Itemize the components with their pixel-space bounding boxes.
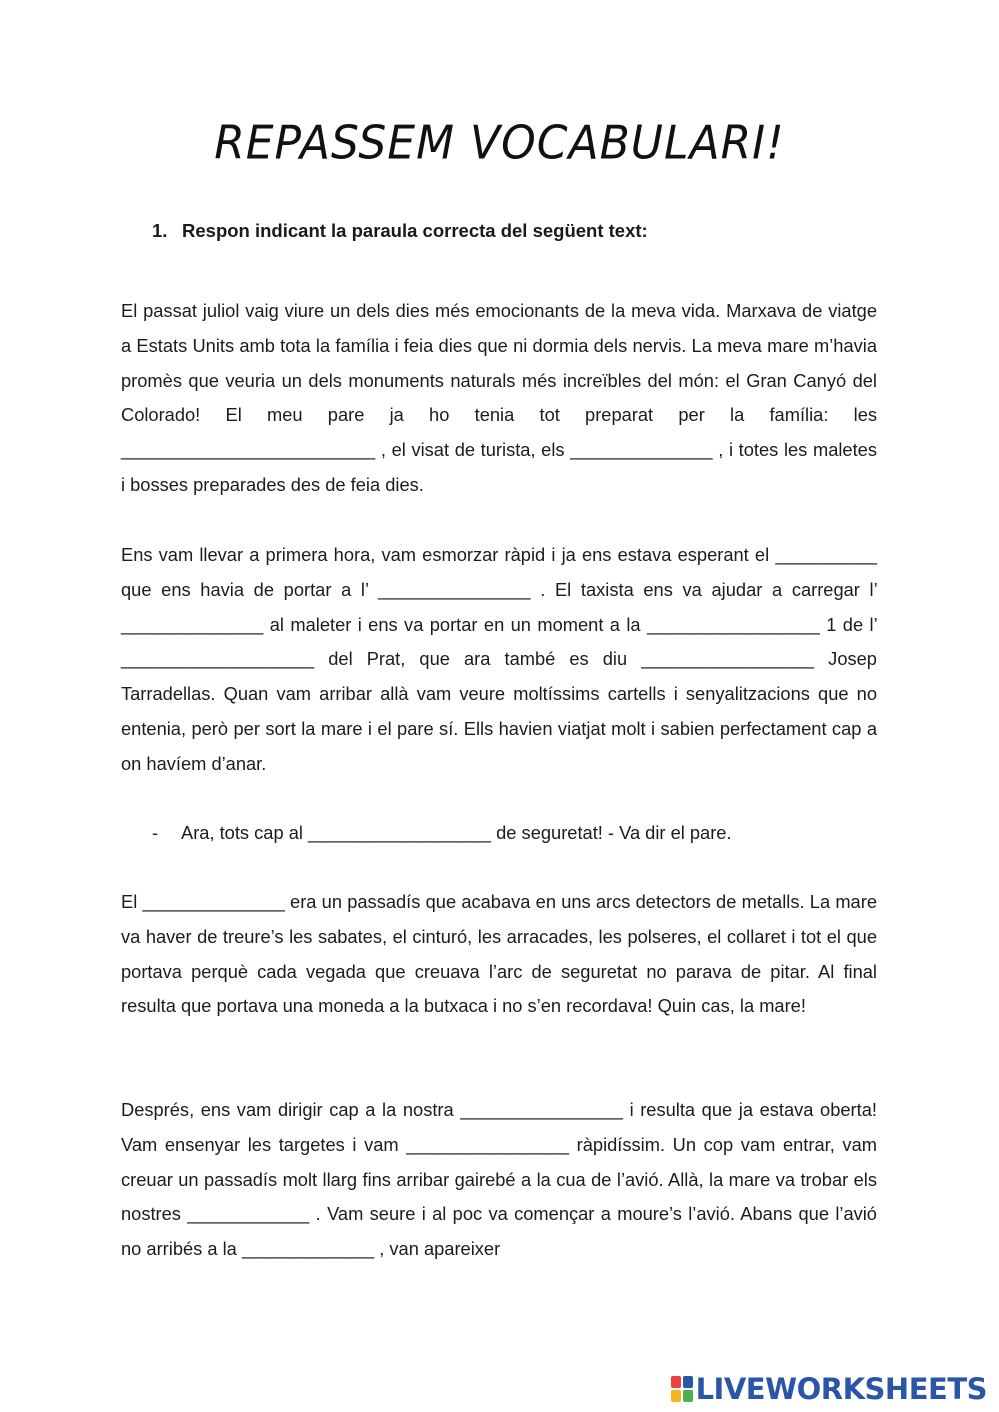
text: Ara, tots cap al: [181, 822, 303, 843]
blank-input[interactable]: ______________: [142, 891, 285, 912]
blank-input[interactable]: _______________: [378, 578, 531, 600]
instruction-number: 1.: [152, 220, 168, 241]
text: , i totes les maletes i bosses preparades des de feia dies.: [121, 439, 877, 495]
instruction-text: Respon indicant la paraula correcta del següent text:: [182, 220, 648, 241]
dialogue-line: [152, 816, 732, 851]
logo-square: [671, 1390, 681, 1402]
instruction: [152, 220, 648, 242]
blank-input[interactable]: ______________: [570, 439, 713, 461]
text: . El taxista ens va ajudar a carregar l’: [540, 578, 877, 600]
text: 1 de l’: [826, 613, 877, 635]
blank-input[interactable]: __________: [775, 544, 877, 565]
paragraph-4: [121, 1093, 877, 1267]
text: ràpidíssim. Un cop vam entrar, vam creuar un passadís molt llarg fins arribar gairebé a la cua de l’avió. Allà, la mare va trobar els nostres: [121, 1133, 877, 1225]
text: El: [121, 891, 138, 912]
dash: -: [152, 822, 159, 843]
blank-input[interactable]: ________________: [406, 1133, 569, 1155]
blank-input[interactable]: ____________: [187, 1203, 310, 1225]
text: al maleter i ens va portar en un moment a la: [269, 613, 641, 635]
text: El passat juliol vaig viure un dels dies més emocionants de la meva vida. Marxava de viatge a Estats Units amb tota la família i feia dies que ni dormia dels nervis. La meva mare m’havia promès que veuria un dels monuments naturals més increïbles del món: el Gran Canyó del Colorado! El meu pare ja ho tenia tot preparat per la família: les: [121, 300, 877, 426]
blank-input[interactable]: __________________: [308, 822, 492, 843]
logo-square: [683, 1376, 693, 1388]
blank-input[interactable]: _________________: [641, 648, 815, 670]
paragraph-2: [121, 538, 877, 782]
text: Després, ens vam dirigir cap a la nostra: [121, 1099, 454, 1120]
text: era un passadís que acabava en uns arcs detectors de metalls. La mare va haver de treure’s les sabates, el cinturó, les arracades, les polseres, el collaret i tot el que portava perquè cada vegada que creuava l’arc de seguretat no parava de pitar. Al final resulta que portava una moneda a la butxaca i no s’en recordava! Quin cas, la mare!: [121, 891, 877, 1017]
text: Ens vam llevar a primera hora, vam esmorzar ràpid i ja ens estava esperant el: [121, 544, 770, 565]
text: Josep Tarradellas. Quan vam arribar allà vam veure moltíssims cartells i senyalitzacions que no entenia, però per sort la mare i el pare sí. Ells havien viatjat molt i sabien perfectament cap a on havíem d’anar.: [121, 648, 877, 774]
blank-input[interactable]: ________________: [460, 1099, 623, 1120]
liveworksheets-brand: [671, 1372, 987, 1406]
page-title: REPASSEM VOCABULARI!: [214, 116, 785, 171]
text: de seguretat! - Va dir el pare.: [496, 822, 732, 843]
text: , van apareixer: [379, 1238, 501, 1260]
logo-square: [671, 1376, 681, 1388]
text: . Vam seure i al poc va començar a moure’s l’avió. Abans que l’avió no arribés a la: [121, 1203, 877, 1260]
blank-input[interactable]: _____________: [241, 1238, 375, 1260]
text: , el visat de turista, els: [380, 439, 565, 461]
text: que ens havia de portar a l’: [121, 578, 369, 600]
liveworksheets-logo-icon: [671, 1376, 693, 1402]
blank-input[interactable]: _________________________: [121, 439, 376, 461]
text: i resulta que ja estava oberta! Vam ensenyar les targetes i vam: [121, 1099, 877, 1155]
logo-square: [683, 1390, 693, 1402]
blank-input[interactable]: _________________: [647, 613, 820, 635]
blank-input[interactable]: ______________: [121, 613, 264, 635]
brand-name: LIVEWORKSHEETS: [695, 1372, 987, 1406]
blank-input[interactable]: ___________________: [121, 648, 315, 670]
paragraph-1: [121, 294, 877, 503]
text: del Prat, que ara també es diu: [328, 648, 628, 670]
paragraph-3: [121, 885, 877, 1024]
